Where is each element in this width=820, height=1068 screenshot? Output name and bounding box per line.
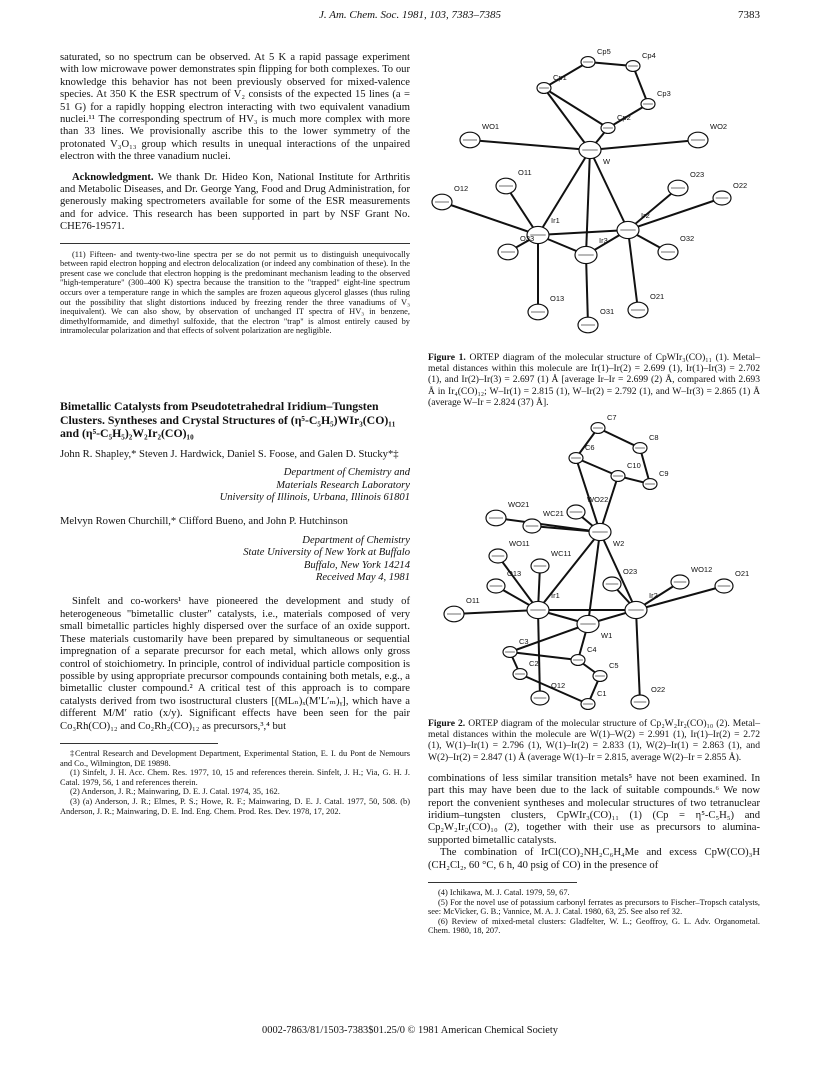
footnote: (2) Anderson, J. R.; Mainwaring, D. E. J. Catal. 1974, 35, 162. <box>70 787 280 797</box>
article-title: Bimetallic Catalysts from Pseudotetrahedral Iridium–Tungsten Clusters. Syntheses and Crystal Structures of (η⁵-C₅H₅)WIr₃(CO)₁₁ and (η⁵-C₅H₅)₂W₂Ir₂(CO)₁₀ <box>60 399 396 441</box>
atom-label: C3 <box>519 637 529 647</box>
atom-label: O33 <box>520 234 535 243</box>
page-number: 7383 <box>738 9 760 21</box>
atom-label: O12 <box>454 184 469 193</box>
atom-label: C6 <box>585 443 595 453</box>
atom-label: C8 <box>649 433 659 443</box>
atom-label: O23 <box>690 170 705 179</box>
figure-1-caption <box>428 352 760 408</box>
bond-line <box>628 230 638 310</box>
bond-line <box>590 140 698 150</box>
paragraph-continued: saturated, so no spectrum can be observed. At 5 K a rapid passage experiment with low microwave power demonstrates spin flipping for both complexes. To our knowledge this behavior has not been previously observed for mixed-valence species. At 350 K the ESR spectrum of V₂ consists of the expected 15 lines (a = 51 G) for a rapidly hopping electron interacting with two equivalent vanadium nuclei.¹¹ The corresponding spectrum of HV₃ is much more complex with more than 33 lines. We provisionally ascribe this to the lower symmetry of the protonated V₃O₁₃ group which results in unequal interactions of the unpaired electron with the three vanadium nuclei. <box>60 52 410 163</box>
acknowledgment <box>60 172 410 234</box>
atom-label: O21 <box>650 292 665 301</box>
footnote: (3) (a) Anderson, J. R.; Elmes, P. S.; Howe, R. F.; Mainwaring, D. E. J. Catal. 1977, 50, 508. (b) Anderson, J. R.; Mainwaring, D. E. Ind. Eng. Chem. Prod. Res. Dev. 1978, 17, 202. <box>60 796 410 816</box>
footnote: ‡Central Research and Development Department, Experimental Station, E. I. du Pont de Nemours and Co., Wilmington, DE 19898. <box>60 748 410 768</box>
atom-label: O32 <box>680 234 695 243</box>
atom-label: W <box>603 157 611 166</box>
affiliation-line: Buffalo, New York 14214 <box>303 559 410 571</box>
atom-label: O21 <box>735 569 750 579</box>
atom-label: O13 <box>550 294 565 303</box>
bond-line <box>510 652 578 660</box>
atom-label: C7 <box>607 414 617 423</box>
atom-label: O23 <box>623 567 638 577</box>
atom-label: Cp3 <box>657 89 671 98</box>
bond-line <box>442 202 538 235</box>
atom-label: C4 <box>587 645 597 655</box>
affiliation-line: State University of New York at Buffalo <box>243 547 410 559</box>
affiliation-line: University of Illinois, Urbana, Illinois 61801 <box>219 492 410 504</box>
note-divider <box>60 243 410 244</box>
authors-group-2: Melvyn Rowen Churchill,* Clifford Bueno, and John P. Hutchinson <box>60 516 348 528</box>
atom-label: Ir2 <box>641 211 650 220</box>
atom-label: WC21 <box>543 509 564 519</box>
caption-text: diagram of the molecular structure of Cp₂W₂Ir₂(CO)₁₀ (2). Metal–metal distances within the molecule are W(1)–W(2) = 2.991 (1), Ir(1)–Ir(2) = 2.72 (1), W(1)–Ir(1) = 2.796 (1), W(1)–Ir(2) = 2.833 (1), W(2)–Ir(1) = 2.863 (1), and W(2)–Ir(2) = 2.847 (1) Å (average W(1)–Ir = 2.815, average W(2)–Ir = 2.855 Å). <box>428 718 760 763</box>
footnote-11: (11) Fifteen- and twenty-two-line spectra per se do not permit us to distinguish unequivocally between rapid electron hopping and electron delocalization (or indeed any combination of these). In the present case we conclude that electron hopping is the predominant mechanism leading to the observed "high-temperature" (300–400 K) spectra because the transition to the "trapped" eight-line spectrum occurs over a temperature range in which the samples are frozen aqueous glycerol glasses (thus ruling out the possibility that slight distortions induced by freezing render the three vanadiums of V₃ inequivalent). We can also show, by observation of unchanged IT spectra of HV₃ in benzene, dimethylformamide, and dimethyl sulfoxide, that the electron "trap" is almost entirely caused by intramolecular polarization and that effects of solvent polarization are negligible. <box>60 249 410 336</box>
caption-label: Figure 2. <box>428 718 466 730</box>
atom-label: C9 <box>659 469 669 479</box>
atom-label: WO2 <box>710 122 728 131</box>
atom-label: Ir3 <box>599 236 608 245</box>
page-header <box>60 9 760 25</box>
atom-label: WO12 <box>691 565 713 575</box>
atom-label: Ir1 <box>551 216 560 225</box>
atom-label: WO21 <box>508 500 530 510</box>
affiliation-line: Materials Research Laboratory <box>276 479 410 491</box>
received-date: Received May 4, 1981 <box>315 572 410 584</box>
atom-label: C1 <box>597 689 607 699</box>
journal-citation: J. Am. Chem. Soc. 1981, 103, 7383–7385 <box>319 9 501 21</box>
caption-label: Figure 1. <box>428 352 466 363</box>
atom-label: O13 <box>507 569 522 579</box>
figure-2-caption <box>428 718 760 763</box>
atom-label: Cp5 <box>597 47 611 56</box>
bond-line <box>538 230 628 235</box>
footnote-divider <box>428 882 577 883</box>
atom-label: Cp2 <box>617 113 631 122</box>
caption-ortep: ORTEP <box>468 718 499 730</box>
bond-line <box>454 610 538 614</box>
right-column <box>428 40 760 936</box>
atom-label: O31 <box>600 307 615 316</box>
bond-line <box>636 610 640 702</box>
figure-2 <box>428 414 760 714</box>
footnote-divider <box>60 743 218 744</box>
atom-label: O22 <box>651 685 666 695</box>
bond-line <box>544 88 590 150</box>
footnote: (1) Sinfelt, J. H. Acc. Chem. Res. 1977, 10, 15 and references therein. Sinfelt, J. H.; Via, G. H. J. Catal. 1979, 56, 1 and references therein. <box>60 768 410 787</box>
affiliation-2 <box>60 535 410 572</box>
left-column <box>60 52 410 816</box>
bond-line <box>538 610 540 698</box>
bond-line <box>470 140 590 150</box>
body-paragraph: combinations of less similar transition metals⁵ have not been examined. In part this may have been due to the lack of suitable compounds.⁶ We now report the convenient syntheses and molecular structures of two tetranuclear iridium–tungsten clusters, CpWIr₃(CO)₁₁ (1) (Cp = η⁵-C₅H₅) and Cp₂W₂Ir₂(CO)₁₀ (2), together with their use as precursors to alumina-supported bimetallic catalysts. <box>428 772 760 846</box>
atom-label: O11 <box>466 596 480 606</box>
ortep-diagram-2 <box>428 414 760 714</box>
atom-label: C5 <box>609 661 619 671</box>
atom-label: Ir2 <box>649 591 658 601</box>
footnote: (6) Review of mixed-metal clusters: Gladfelter, W. L.; Geoffroy, G. L. Adv. Organometal. Chem. 1980, 18, 207. <box>428 916 760 936</box>
atom-label: Ir1 <box>551 591 560 601</box>
body-paragraph: The combination of IrCl(CO)₂NH₂C₆H₄Me and excess CpW(CO)₃H (CH₂Cl₂, 60 °C, 6 h, 40 psig of CO) in the presence of <box>428 847 760 871</box>
atom-label: O12 <box>551 681 566 691</box>
affiliation-line: Department of Chemistry <box>302 534 410 546</box>
atom-label: W2 <box>613 539 625 549</box>
bond-line <box>586 255 588 325</box>
atom-label: O11 <box>518 168 532 177</box>
page-footer: 0002-7863/81/1503-7383$01.25/0 © 1981 American Chemical Society <box>262 1025 558 1036</box>
atom-label: WO22 <box>587 495 609 505</box>
atom-label: C2 <box>529 659 539 669</box>
caption-ortep: ORTEP <box>469 352 500 363</box>
atom-label: W1 <box>601 631 613 641</box>
authors-group-1: John R. Shapley,* Steven J. Hardwick, Daniel S. Foose, and Galen D. Stucky*‡ <box>60 448 399 460</box>
affiliation-1 <box>60 467 410 504</box>
figure-1 <box>428 40 760 348</box>
atom-label: WC11 <box>551 549 572 559</box>
acknowledgment-text: We thank Dr. Hideo Kon, National Institute for Arthritis and Metabolic Diseases, and Dr. George Yang, Food and Drug Administration, for generously making spectrometers available for some of the ESR measurements and for advice. This research has been supported in part by NSF Grant No. CHE76-19571. <box>60 171 410 233</box>
atom-label: O22 <box>733 181 748 190</box>
bond-line <box>586 150 590 255</box>
atom-label: Cp1 <box>553 73 567 82</box>
atom-label: Cp4 <box>642 51 656 60</box>
bond-line <box>538 150 590 235</box>
footnote: (4) Ichikawa, M. J. Catal. 1979, 59, 67. <box>438 888 570 898</box>
atom-label: C10 <box>627 461 641 471</box>
body-paragraph: Sinfelt and co-workers¹ have pioneered the development and study of heterogeneous "bimetallic cluster" catalysts, i.e., materials composed of very small bimetallic particles highly dispersed over the surface of an oxide support. These materials customarily have been prepared by simultaneous or sequential impregnation of a separate precursor for each metal, which allows only gross control of stoichiometry. In principle, control of individual particle composition is possible by using appropriate precursor compounds containing both metals, e.g., a bimetallic cluster compound.² A critical test of this approach is to compare catalysts derived from two isostructural clusters [(MLₙ)ₓ(M′L′ₘ)ᵧ], which have a different M/M′ ratio (x/y). Significant effects have been seen for the pair Co₃Rh(CO)₁₂ and Co₂Rh₂(CO)₁₂ as precursors,³,⁴ but <box>60 596 410 732</box>
atom-label: WO1 <box>482 122 500 131</box>
bond-line <box>544 88 608 128</box>
affiliation-line: Department of Chemistry and <box>283 467 410 479</box>
caption-text: diagram of the molecular structure of CpWIr₃(CO)₁₁ (1). Metal–metal distances within this molecule are Ir(1)–Ir(2) = 2.699 (1), Ir(1)–Ir(3) = 2.702 (1), and Ir(2)–Ir(3) = 2.697 (1) Å [average Ir–Ir = 2.699 (2) Å, compared with 2.693 Å in Ir₄(CO)₁₂; W–Ir(1) = 2.815 (1), W–Ir(2) = 2.792 (1), and W–Ir(3) = 2.865 (1) Å (average W–Ir = 2.824 (37) Å]. <box>428 352 760 408</box>
footnote: (5) For the novel use of potassium carbonyl ferrates as precursors to Fischer–Tropsch catalysts, see: McVicker, G. B.; Vannice, M. A. J. Catal. 1980, 63, 25. See also ref 32. <box>428 897 760 917</box>
acknowledgment-label: Acknowledgment. <box>72 171 154 183</box>
ortep-diagram-1 <box>428 40 760 348</box>
atom-label: WO11 <box>509 539 530 549</box>
